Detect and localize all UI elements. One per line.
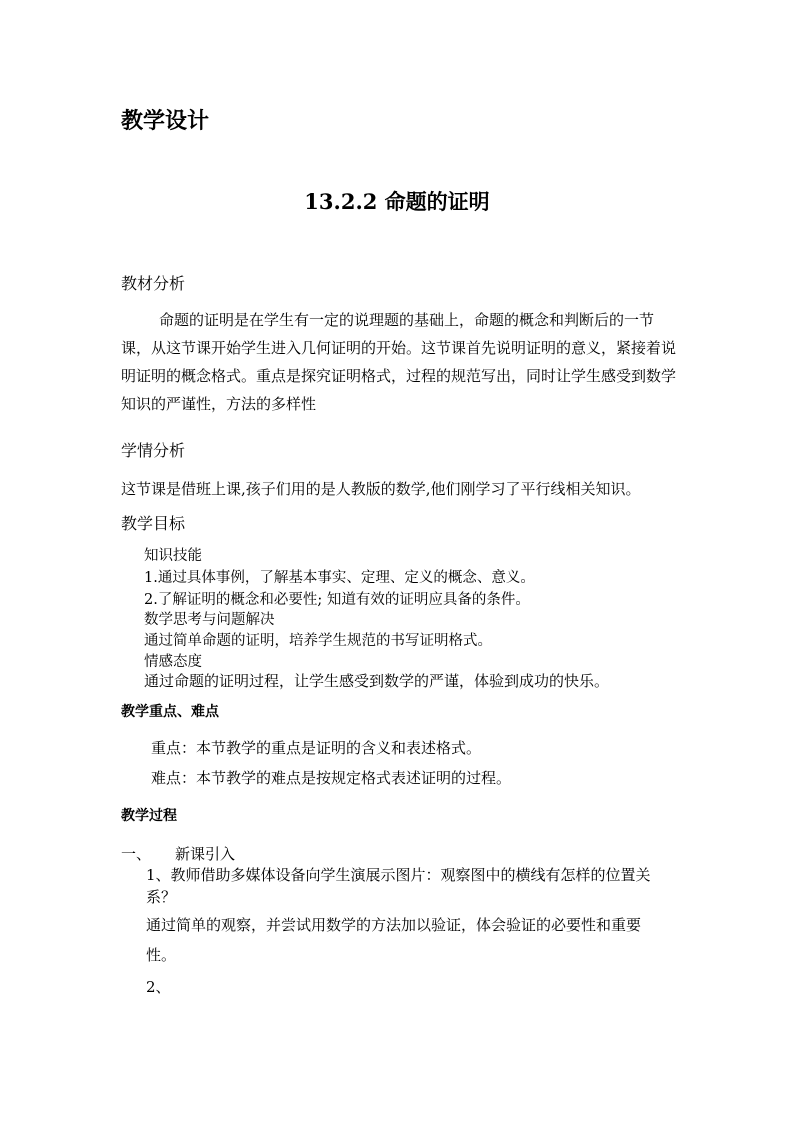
student-analysis-body: 这节课是借班上课,孩子们用的是人教版的数学,他们刚学习了平行线相关知识。 <box>121 480 641 498</box>
textbook-analysis-heading: 教材分析 <box>121 274 186 293</box>
objectives-heading: 教学目标 <box>121 514 186 533</box>
process-item-1-detail: 性。 <box>146 946 177 964</box>
lesson-title: 13.2.2 命题的证明 <box>304 189 490 214</box>
key-point-difficulty: 难点：本节教学的难点是按规定格式表述证明的过程。 <box>151 769 512 787</box>
process-item-1-detail: 通过简单的观察，并尝试用数学的方法加以验证，体会验证的必要性和重要 <box>146 916 642 934</box>
objective-line: 1.通过具体事例，了解基本事实、定理、定义的概念、意义。 <box>144 570 535 586</box>
section-title: 新课引入 <box>175 845 236 863</box>
objective-line: 情感态度 <box>144 654 202 670</box>
objective-line: 数学思考与问题解决 <box>144 612 275 628</box>
objective-line: 知识技能 <box>144 548 202 564</box>
objective-line: 2.了解证明的概念和必要性; 知道有效的证明应具备的条件。 <box>144 592 530 608</box>
process-item-1: 1、教师借助多媒体设备向学生演展示图片：观察图中的横线有怎样的位置关系？ <box>146 866 651 906</box>
key-point-focus: 重点：本节教学的重点是证明的含义和表述格式。 <box>151 739 482 757</box>
process-item-2: 2、 <box>146 978 171 996</box>
document-title: 教学设计 <box>121 108 210 134</box>
textbook-analysis-body: 命题的证明是在学生有一定的说理题的基础上，命题的概念和判断后的一节课，从这节课开始学生进入几何证明的开始。这节课首先说明证明的意义，紧接着说明证明的概念格式。重点是探究证明格式，过程的规范写出，同时让学生感受到数学知识的严谨性，方法的多样性 <box>121 311 677 413</box>
key-points-heading: 教学重点、难点 <box>121 704 219 720</box>
process-heading: 教学过程 <box>121 808 177 824</box>
section-number: 一、 <box>121 845 152 863</box>
objective-line: 通过命题的证明过程，让学生感受到数学的严谨，体验到成功的快乐。 <box>144 672 610 690</box>
objective-line: 通过简单命题的证明，培养学生规范的书写证明格式。 <box>144 633 492 649</box>
student-analysis-heading: 学情分析 <box>121 441 186 460</box>
